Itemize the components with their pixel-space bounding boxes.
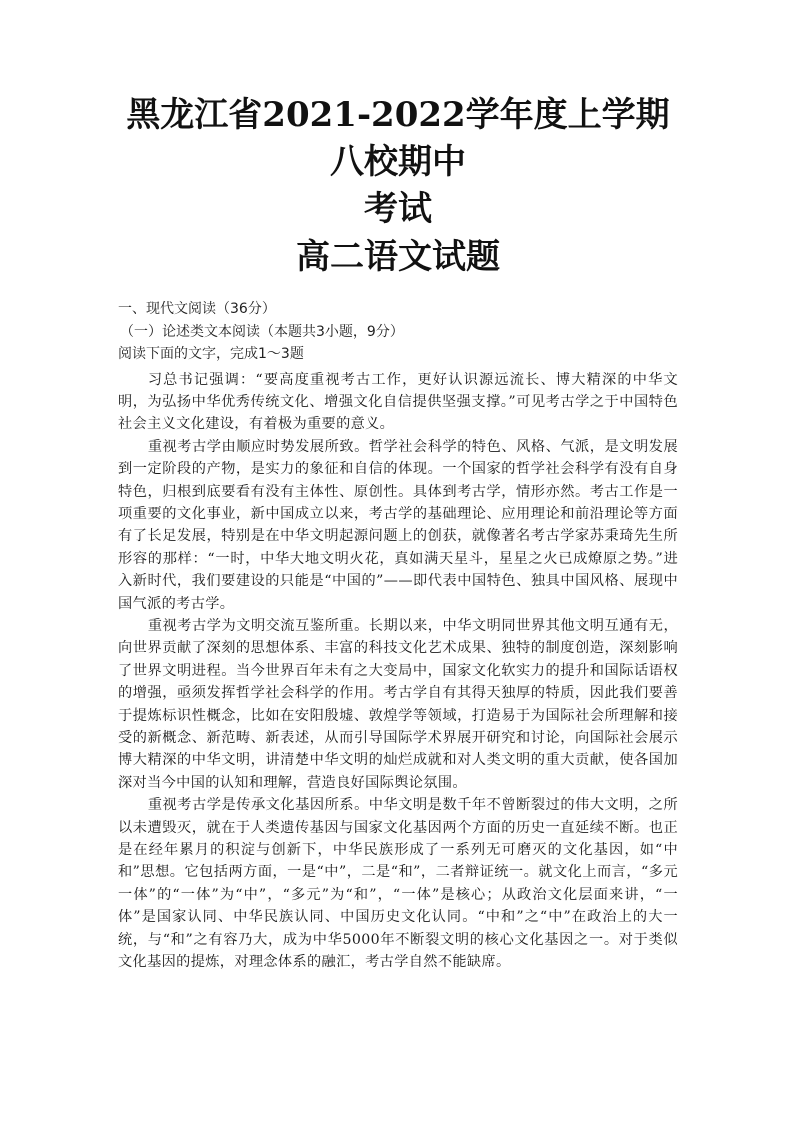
section-heading: 一、现代文阅读（36分） [118,301,276,317]
passage-paragraph-1: 习总书记强调：“要高度重视考古工作，更好认识源远流长、博大精深的中华文明，为弘扬中华优秀传统文化、增强文化自信提供坚强支撑。”可见考古学之于中国特色社会主义文化建设，有着极为重要的意义。 [118,371,678,433]
passage-paragraph-3: 重视考古学为文明交流互鉴所重。长期以来，中华文明同世界其他文明互通有无，向世界贡献了深刻的思想体系、丰富的科技文化艺术成果、独特的制度创造，深刻影响了世界文明进程。当今世界百年未有之大变局中，国家文化软实力的提升和国际话语权的增强，亟须发挥哲学社会科学的作用。考古学自有其得天独厚的特质，因此我们要善于提炼标识性概念，比如在安阳殷墟、敦煌学等领域，打造易于为国际社会所理解和接受的新概念、新范畴、新表述，从而引导国际学术界展开研究和讨论，向国际社会展示博大精深的中华文明，讲清楚中华文明的灿烂成就和对人类文明的重大贡献，使各国加深对当今中国的认知和理解，营造良好国际舆论氛围。 [118,617,678,791]
reading-passage [118,369,678,974]
passage-paragraph-2: 重视考古学由顺应时势发展所致。哲学社会科学的特色、风格、气派，是文明发展到一定阶段的产物，是实力的象征和自信的体现。一个国家的哲学社会科学有没有自身特色，归根到底要看有没有主体性、原创性。具体到考古学，情形亦然。考古工作是一项重要的文化事业，新中国成立以来，考古学的基础理论、应用理论和前沿理论等方面有了长足发展，特别是在中华文明起源问题上的创获，就像著名考古学家苏秉琦先生所形容的那样：“一时，中华大地文明火花，真如满天星斗，星星之火已成燎原之势。”进入新时代，我们要建设的只能是“中国的”——即代表中国特色、独具中国风格、展现中国气派的考古学。 [118,438,678,612]
exam-title-line-2: 考试 [364,189,432,229]
exam-title-line-1: 黑龙江省2021-2022学年度上学期八校期中 [126,95,670,182]
reading-instruction: 阅读下面的文字，完成1～3题 [118,346,304,362]
passage-paragraph-4: 重视考古学是传承文化基因所系。中华文明是数千年不曾断裂过的伟大文明，之所以未遭毁灭，就在于人类遗传基因与国家文化基因两个方面的历史一直延续不断。也正是在经年累月的积淀与创新下，中华民族形成了一系列无可磨灭的文化基因，如“中和”思想。它包括两方面，一是“中”，二是“和”，二者辩证统一。就文化上而言，“多元一体”的“一体”为“中”，“多元”为“和”，“一体”是核心；从政治文化层面来讲，“一体”是国家认同、中华民族认同、中国历史文化认同。“中和”之“中”在政治上的大一统，与“和”之有容乃大，成为中华5000年不断裂文明的核心文化基因之一。对于类似文化基因的提炼，对理念体系的融汇，考古学自然不能缺席。 [118,797,678,971]
exam-title [118,92,678,233]
subsection-heading: （一）论述类文本阅读（本题共3小题，9分） [120,323,404,340]
exam-subtitle: 高二语文试题 [296,237,500,277]
